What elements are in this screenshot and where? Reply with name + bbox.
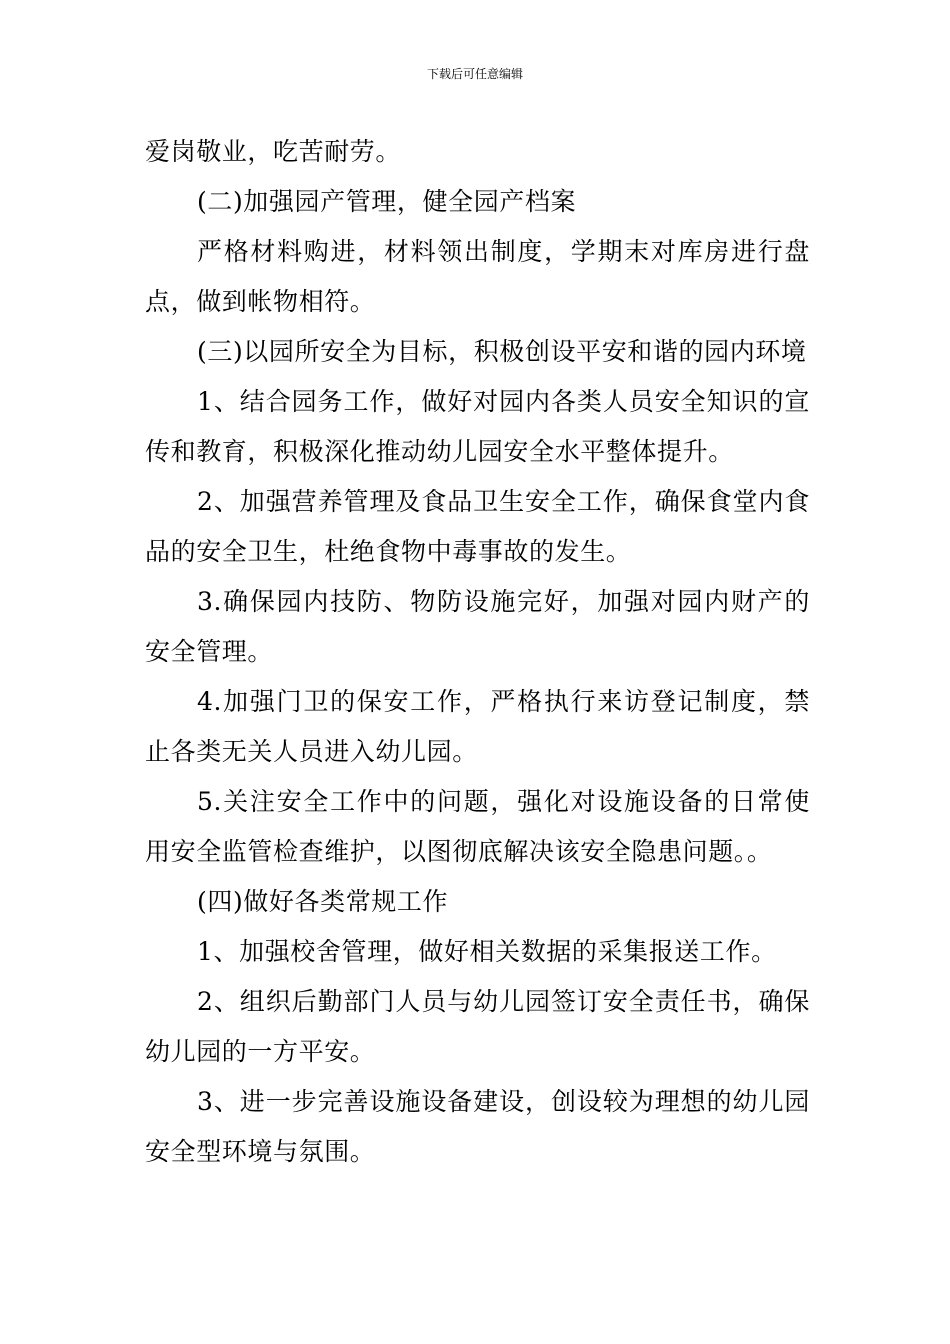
paragraph-11: 1、加强校舍管理，做好相关数据的采集报送工作。 [197,937,777,966]
paragraph-6: 2、加强营养管理及食品卫生安全工作，确保食堂内食品的安全卫生，杜绝食物中毒事故的发生。 [145,487,810,566]
paragraph-13: 3、进一步完善设施设备建设，创设较为理想的幼儿园安全型环境与氛围。 [145,1087,810,1166]
paragraph-12: 2、组织后勤部门人员与幼儿园签订安全责任书，确保幼儿园的一方平安。 [145,987,810,1066]
paragraph-5: 1、结合园务工作，做好对园内各类人员安全知识的宣传和教育，积极深化推动幼儿园安全水平整体提升。 [145,387,810,466]
paragraph-2: (二)加强园产管理，健全园产档案 [197,187,577,216]
paragraph-4: (三)以园所安全为目标，积极创设平安和谐的园内环境 [197,337,807,366]
paragraph-10: (四)做好各类常规工作 [197,887,449,916]
document-body [145,127,810,1177]
page-header: 下载后可任意编辑 [426,67,523,81]
paragraph-3: 严格材料购进，材料领出制度，学期末对库房进行盘点，做到帐物相符。 [145,237,810,316]
paragraph-9: 5.关注安全工作中的问题，强化对设施设备的日常使用安全监管检查维护，以图彻底解决该安全隐患问题。。 [145,787,810,866]
paragraph-8: 4.加强门卫的保安工作，严格执行来访登记制度，禁止各类无关人员进入幼儿园。 [145,687,810,766]
paragraph-1: 爱岗敬业，吃苦耐劳。 [145,137,402,166]
paragraph-7: 3.确保园内技防、物防设施完好，加强对园内财产的安全管理。 [145,587,810,666]
